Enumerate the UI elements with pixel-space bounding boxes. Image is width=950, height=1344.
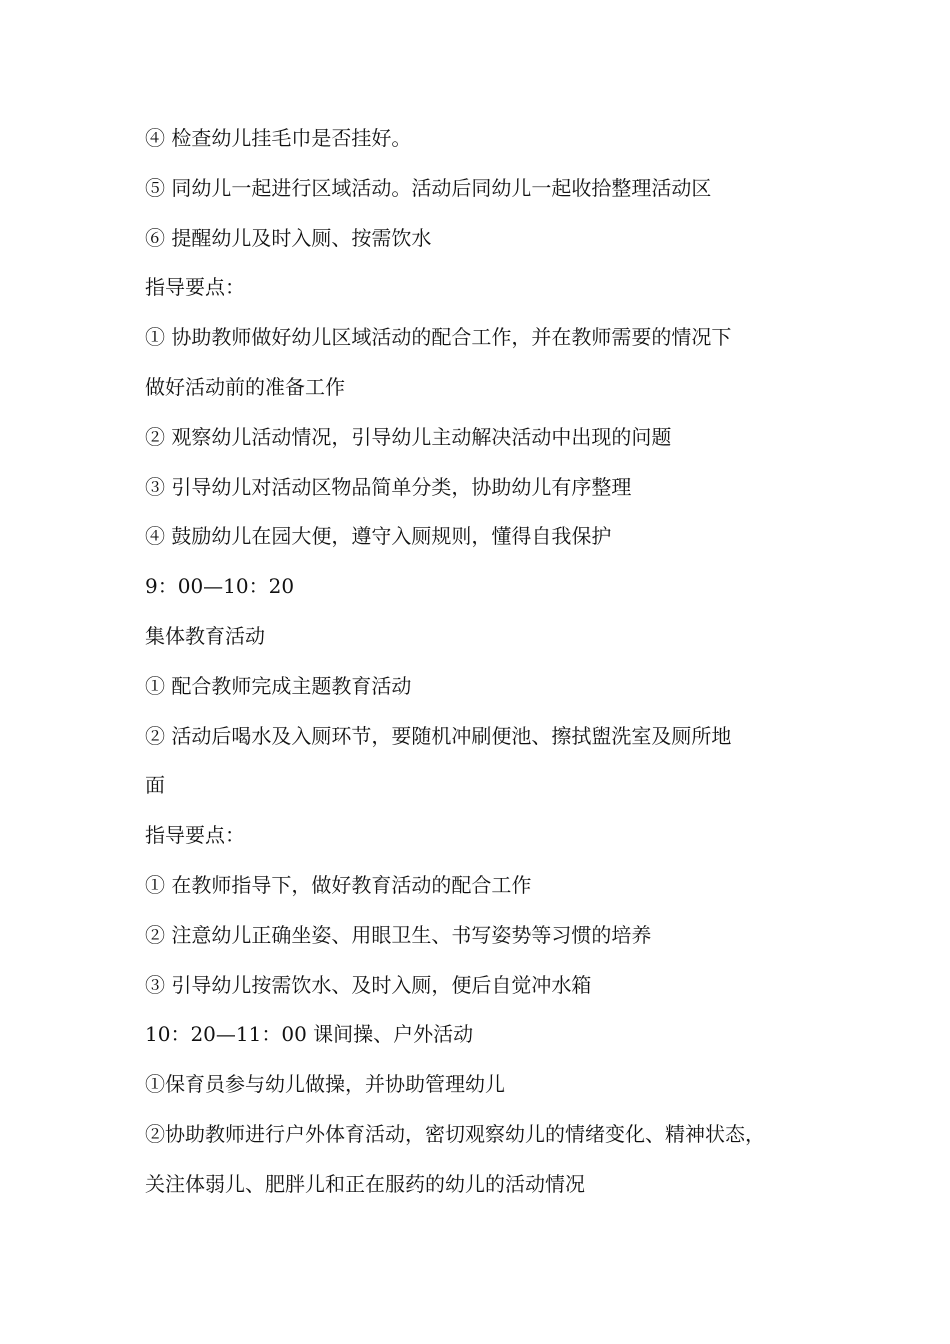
- text-line: ⑤ 同幼儿一起进行区域活动。活动后同幼儿一起收拾整理活动区: [145, 175, 712, 200]
- text-line: ⑥ 提醒幼儿及时入厕、按需饮水: [145, 225, 432, 250]
- text-line: 面: [145, 773, 165, 798]
- text-line: ③ 引导幼儿按需饮水、及时入厕，便后自觉冲水箱: [145, 972, 592, 997]
- text-line: ① 协助教师做好幼儿区域活动的配合工作，并在教师需要的情况下: [145, 325, 732, 350]
- text-line: ①保育员参与幼儿做操，并协助管理幼儿: [145, 1072, 505, 1097]
- time-heading: 9：00—10：20: [145, 574, 295, 599]
- text-line: ① 在教师指导下，做好教育活动的配合工作: [145, 872, 532, 897]
- text-line: 关注体弱儿、肥胖儿和正在服药的幼儿的活动情况: [145, 1171, 585, 1196]
- section-heading: 指导要点：: [145, 275, 245, 300]
- text-line: ② 注意幼儿正确坐姿、用眼卫生、书写姿势等习惯的培养: [145, 922, 652, 947]
- text-line: ① 配合教师完成主题教育活动: [145, 673, 412, 698]
- text-line: ④ 检查幼儿挂毛巾是否挂好。: [145, 126, 412, 150]
- text-line: ③ 引导幼儿对活动区物品简单分类，协助幼儿有序整理: [145, 474, 632, 499]
- document-body: [145, 114, 815, 1210]
- text-line: 做好活动前的准备工作: [145, 374, 345, 399]
- text-line: ② 观察幼儿活动情况，引导幼儿主动解决活动中出现的问题: [145, 424, 672, 449]
- section-heading: 指导要点：: [145, 823, 245, 848]
- text-line: ④ 鼓励幼儿在园大便，遵守入厕规则，懂得自我保护: [145, 524, 612, 549]
- text-line: ②协助教师进行户外体育活动，密切观察幼儿的情绪变化、精神状态，: [145, 1121, 765, 1146]
- section-heading: 集体教育活动: [145, 623, 265, 648]
- text-line: ② 活动后喝水及入厕环节，要随机冲刷便池、擦拭盥洗室及厕所地: [145, 723, 732, 748]
- time-heading: 10：20—11：00 课间操、户外活动: [145, 1022, 474, 1047]
